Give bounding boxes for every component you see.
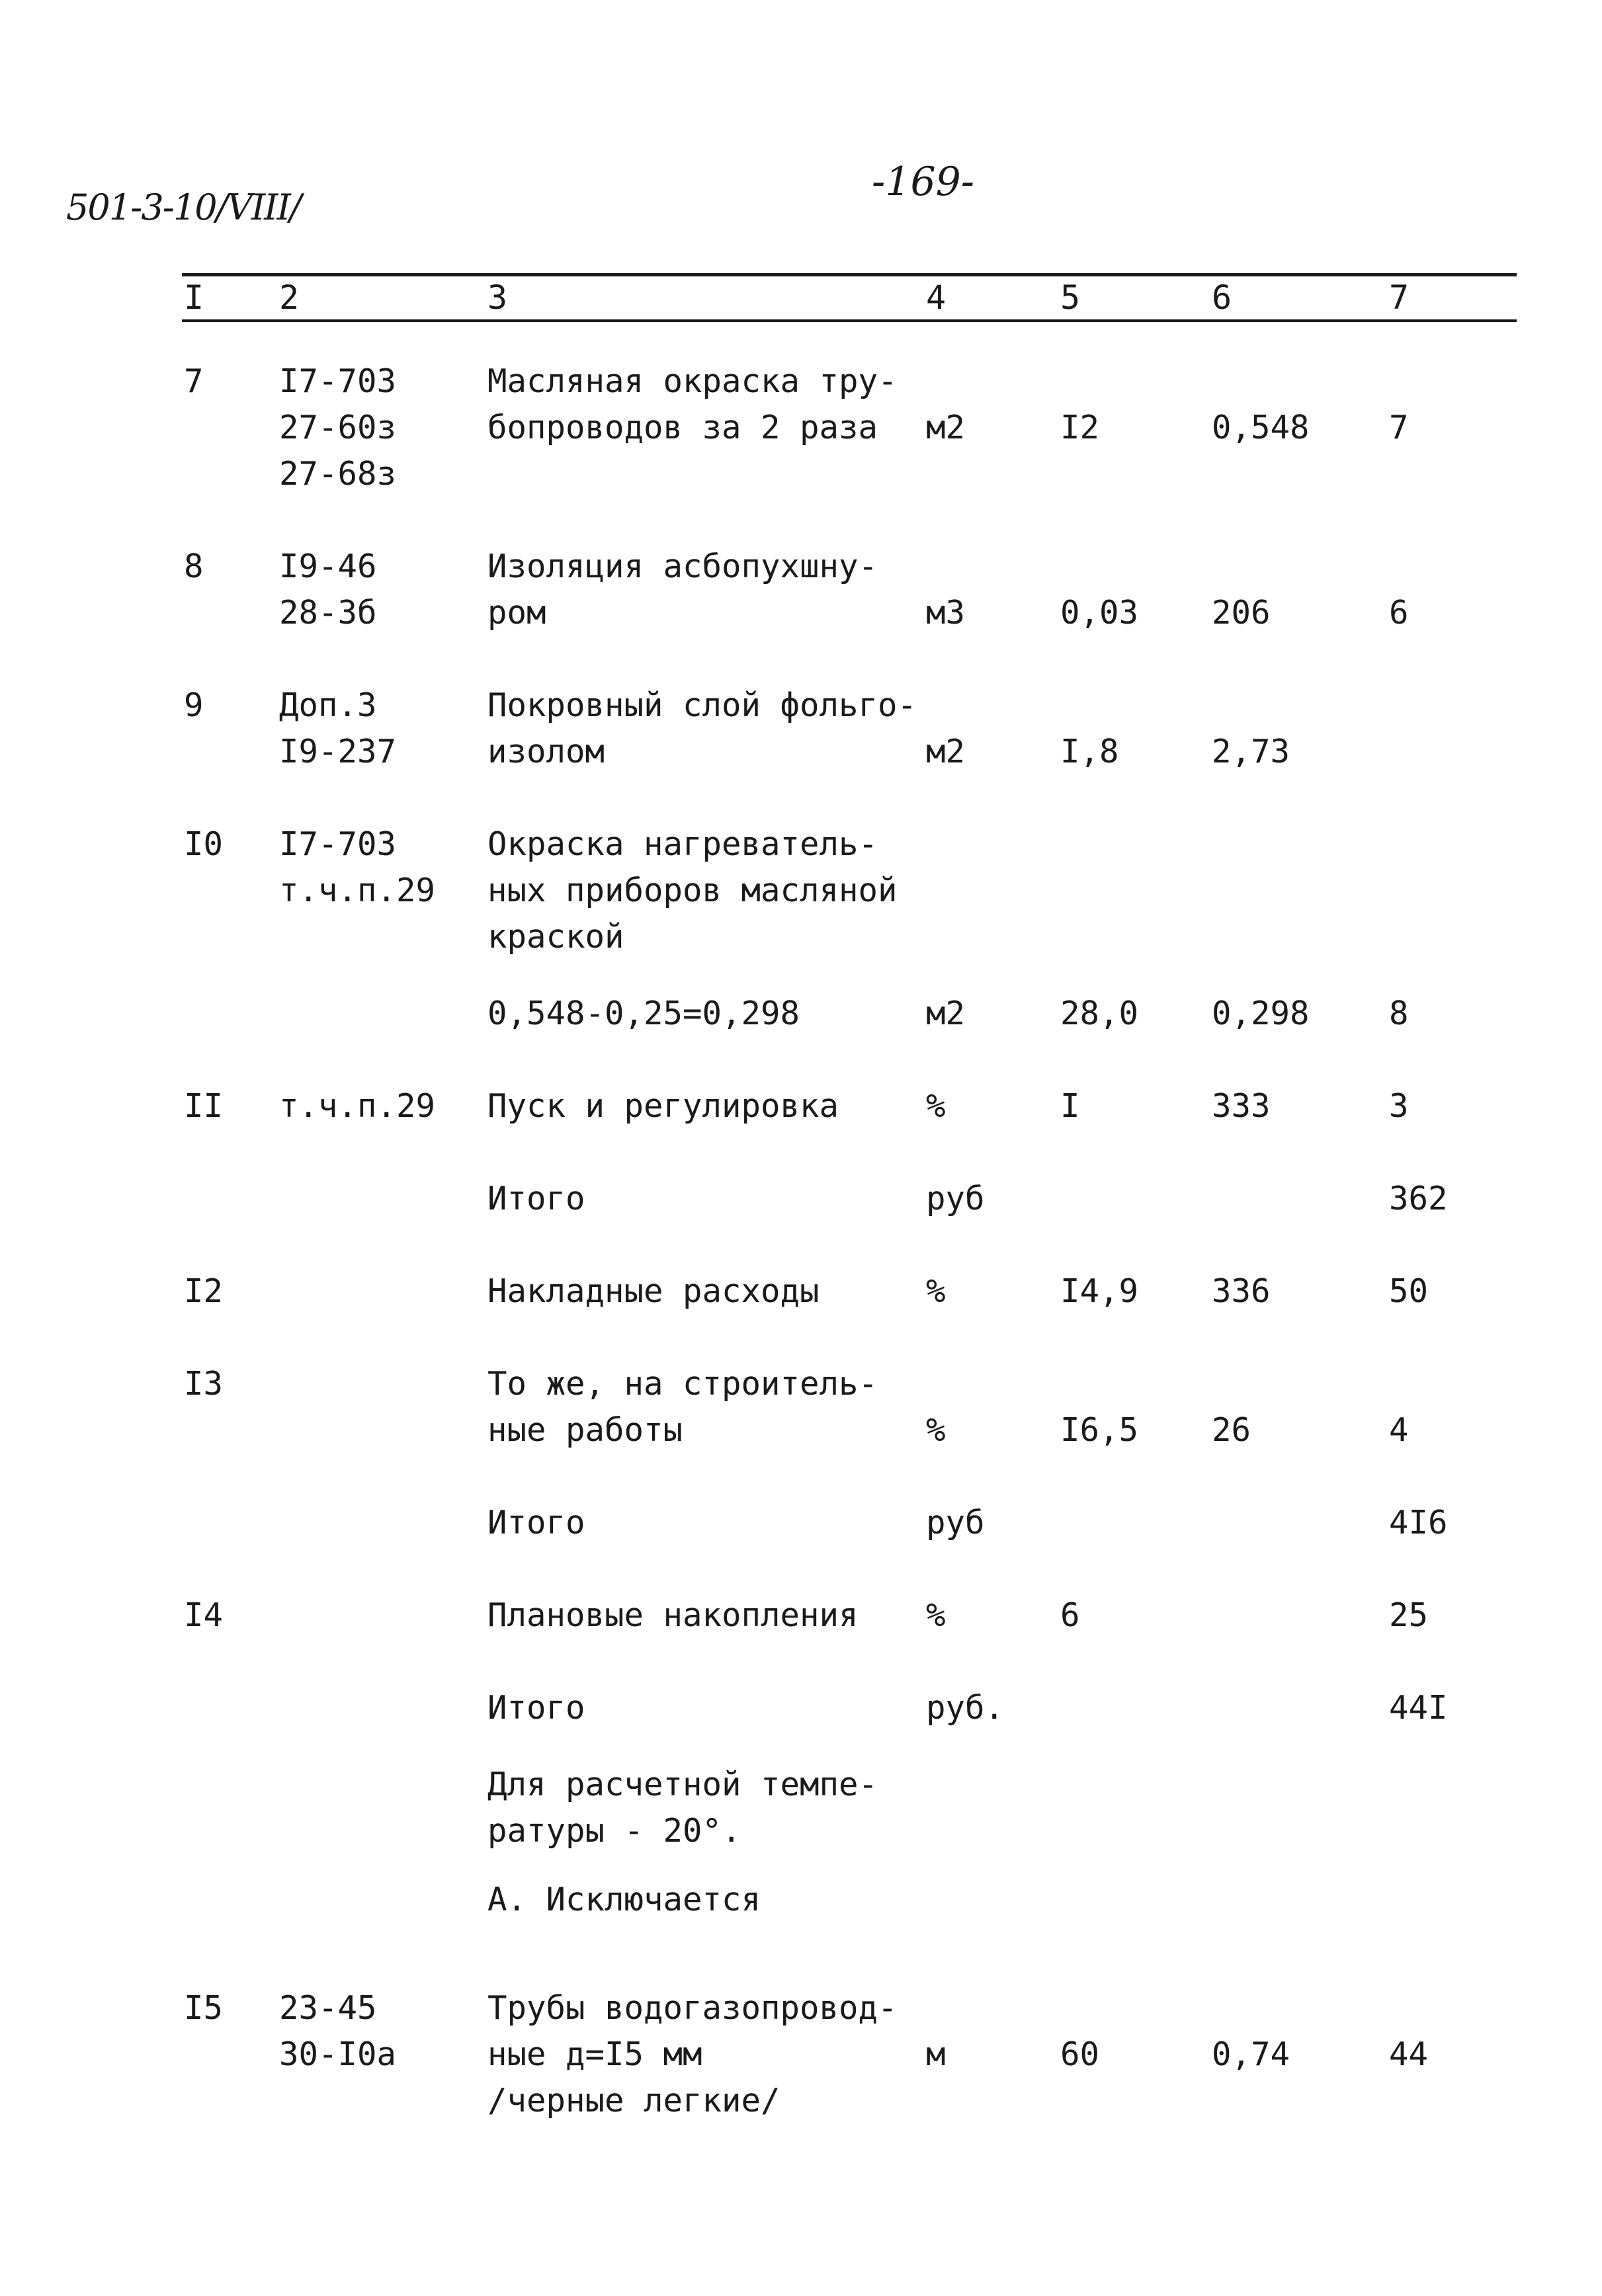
table-cell-col6: 206 xyxy=(1212,594,1271,632)
table-cell-col4: м3 xyxy=(926,594,966,632)
table-cell-col3: изолом xyxy=(487,733,605,770)
document-code: 501-3-10/VIII/ xyxy=(66,186,301,228)
table-cell-col1: 7 xyxy=(184,362,204,400)
table-cell-col3: ратуры - 20°. xyxy=(487,1812,741,1850)
table-cell-col5: I4,9 xyxy=(1060,1272,1139,1310)
table-cell-col7: 8 xyxy=(1389,995,1409,1032)
table-cell-col6: 333 xyxy=(1212,1087,1271,1125)
table-cell-col3: краской xyxy=(487,918,624,956)
table-cell-col6: 0,548 xyxy=(1212,409,1310,446)
table-cell-col3: ных приборов масляной xyxy=(487,872,898,909)
table-cell-col2: I7-703 xyxy=(279,825,397,863)
column-header-4: 4 xyxy=(926,278,947,317)
table-header-row xyxy=(0,278,1602,317)
table-cell-col7: 44 xyxy=(1389,2035,1429,2073)
table-cell-col3: Накладные расходы xyxy=(487,1272,820,1310)
table-cell-col3: То же, на строитель- xyxy=(487,1365,878,1403)
table-cell-col5: 6 xyxy=(1060,1596,1080,1634)
table-cell-col4: руб. xyxy=(926,1689,1005,1727)
table-cell-col3: /черные легкие/ xyxy=(487,2082,780,2119)
column-header-5: 5 xyxy=(1060,278,1081,317)
table-cell-col3: Итого xyxy=(487,1689,585,1727)
column-header-2: 2 xyxy=(279,278,300,317)
table-cell-col5: I xyxy=(1060,1087,1080,1125)
table-cell-col2: т.ч.п.29 xyxy=(279,872,436,909)
table-cell-col4: % xyxy=(926,1411,946,1449)
table-cell-col5: 28,0 xyxy=(1060,995,1139,1032)
column-header-3: 3 xyxy=(487,278,508,317)
table-cell-col2: Доп.3 xyxy=(279,686,377,724)
table-cell-col7: 7 xyxy=(1389,409,1409,446)
table-cell-col1: 9 xyxy=(184,686,204,724)
table-cell-col2: I9-46 xyxy=(279,548,377,585)
table-cell-col3: ные д=I5 мм xyxy=(487,2035,702,2073)
table-cell-col1: I0 xyxy=(184,825,224,863)
table-cell-col3: Плановые накопления xyxy=(487,1596,859,1634)
table-cell-col3: Изоляция асбопухшну- xyxy=(487,548,878,585)
table-cell-col4: м2 xyxy=(926,995,966,1032)
table-cell-col6: 0,74 xyxy=(1212,2035,1290,2073)
table-cell-col3: 0,548-0,25=0,298 xyxy=(487,995,800,1032)
table-cell-col2: 27-68з xyxy=(279,455,397,493)
table-cell-col6: 336 xyxy=(1212,1272,1271,1310)
column-header-6: 6 xyxy=(1212,278,1232,317)
table-cell-col3: Масляная окраска тру- xyxy=(487,362,898,400)
table-cell-col7: 25 xyxy=(1389,1596,1429,1634)
table-cell-col7: 4I6 xyxy=(1389,1504,1448,1541)
table-cell-col1: I3 xyxy=(184,1365,224,1403)
table-cell-col6: 2,73 xyxy=(1212,733,1290,770)
table-cell-col5: 0,03 xyxy=(1060,594,1139,632)
table-cell-col6: 26 xyxy=(1212,1411,1251,1449)
table-cell-col1: 8 xyxy=(184,548,204,585)
table-cell-col5: I6,5 xyxy=(1060,1411,1139,1449)
table-cell-col2: I9-237 xyxy=(279,733,397,770)
table-cell-col1: I5 xyxy=(184,1989,224,2027)
table-cell-col1: I4 xyxy=(184,1596,224,1634)
table-cell-col2: т.ч.п.29 xyxy=(279,1087,436,1125)
table-cell-col1: I2 xyxy=(184,1272,224,1310)
table-cell-col3: Для расчетной темпе- xyxy=(487,1766,878,1803)
page-number: -169- xyxy=(872,159,975,205)
table-cell-col2: 30-I0а xyxy=(279,2035,397,2073)
table-cell-col7: 4 xyxy=(1389,1411,1409,1449)
table-cell-col5: I2 xyxy=(1060,409,1100,446)
table-top-rule xyxy=(182,273,1517,276)
column-header-7: 7 xyxy=(1389,278,1410,317)
table-cell-col4: руб xyxy=(926,1180,985,1217)
table-cell-col4: м2 xyxy=(926,409,966,446)
table-cell-col4: м xyxy=(926,2035,946,2073)
table-cell-col4: % xyxy=(926,1596,946,1634)
table-cell-col3: ные работы xyxy=(487,1411,683,1449)
table-cell-col2: 28-3б xyxy=(279,594,377,632)
table-cell-col3: бопроводов за 2 раза xyxy=(487,409,878,446)
table-cell-col3: Пуск и регулировка xyxy=(487,1087,839,1125)
table-cell-col7: 6 xyxy=(1389,594,1409,632)
table-cell-col3: Покровный слой фольго- xyxy=(487,686,917,724)
table-cell-col2: 27-60з xyxy=(279,409,397,446)
table-cell-col3: Окраска нагреватель- xyxy=(487,825,878,863)
table-cell-col4: % xyxy=(926,1272,946,1310)
table-cell-col7: 362 xyxy=(1389,1180,1448,1217)
table-cell-col2: I7-703 xyxy=(279,362,397,400)
table-cell-col3: Итого xyxy=(487,1504,585,1541)
column-header-1: I xyxy=(184,278,204,317)
table-cell-col6: 0,298 xyxy=(1212,995,1310,1032)
table-cell-col3: Итого xyxy=(487,1180,585,1217)
table-cell-col4: м2 xyxy=(926,733,966,770)
table-header-rule xyxy=(182,319,1517,322)
table-cell-col5: I,8 xyxy=(1060,733,1119,770)
table-cell-col7: 44I xyxy=(1389,1689,1448,1727)
table-cell-col5: 60 xyxy=(1060,2035,1100,2073)
table-cell-col3: Трубы водогазопровод- xyxy=(487,1989,898,2027)
table-cell-col2: 23-45 xyxy=(279,1989,377,2027)
table-cell-col3: ром xyxy=(487,594,546,632)
table-cell-col3: А. Исключается xyxy=(487,1881,761,1918)
table-cell-col4: руб xyxy=(926,1504,985,1541)
table-cell-col4: % xyxy=(926,1087,946,1125)
table-cell-col7: 3 xyxy=(1389,1087,1409,1125)
table-cell-col7: 50 xyxy=(1389,1272,1429,1310)
table-cell-col1: II xyxy=(184,1087,224,1125)
